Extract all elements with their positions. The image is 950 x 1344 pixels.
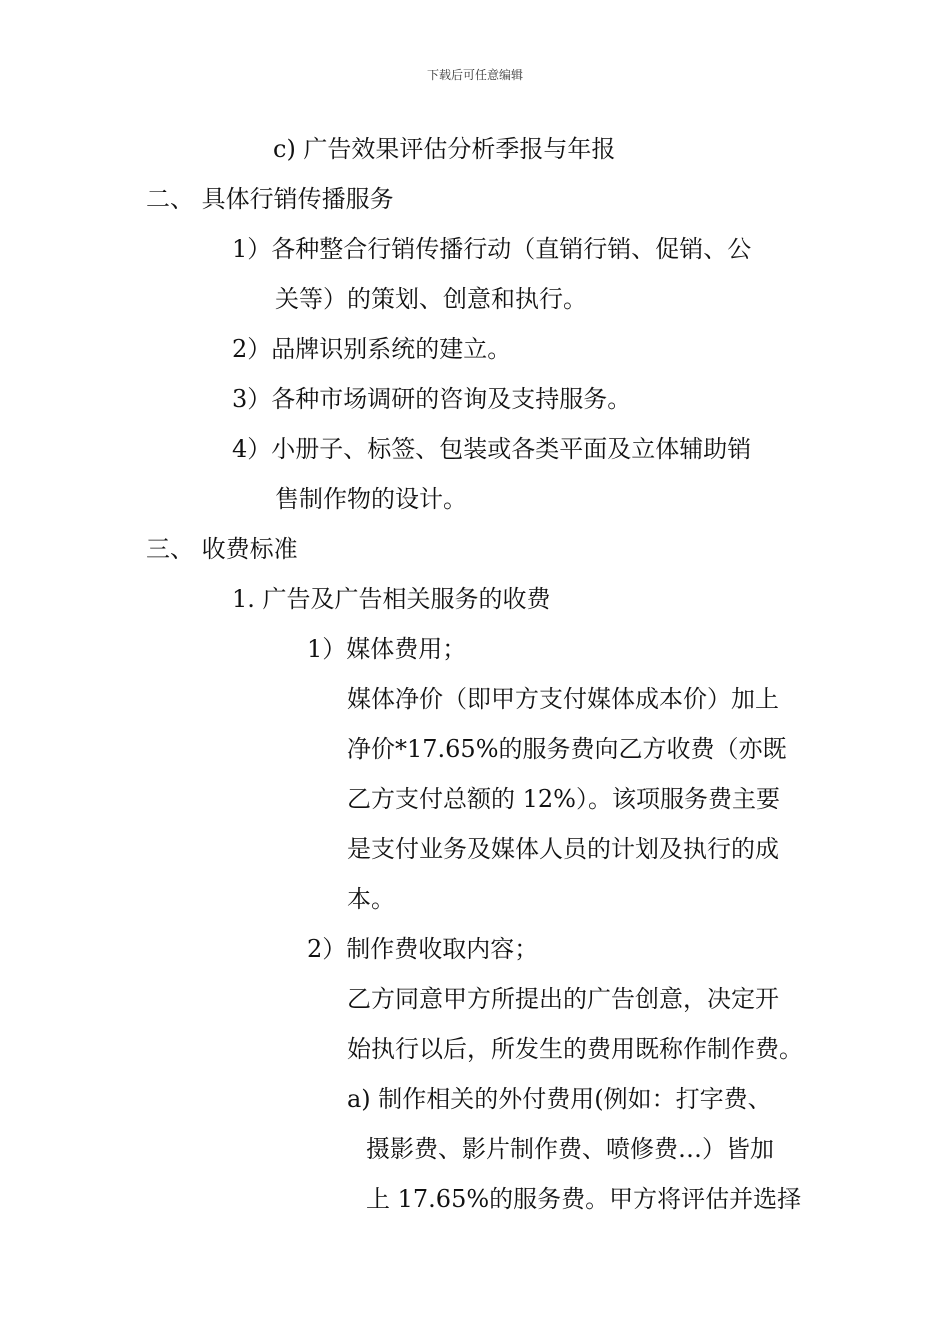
doc-line: 关等）的策划、创意和执行。 [275, 285, 587, 313]
doc-line: 净价*17.65%的服务费向乙方收费（亦既 [347, 735, 787, 763]
doc-line: 乙方支付总额的 12%）。该项服务费主要 [347, 785, 780, 813]
doc-line: a) 制作相关的外付费用(例如：打字费、 [347, 1085, 772, 1113]
doc-line: 2）制作费收取内容； [307, 935, 539, 963]
section-heading: 三、 收费标准 [146, 535, 298, 563]
page-header: 下载后可任意编辑 [426, 68, 523, 82]
doc-line: c) 广告效果评估分析季报与年报 [273, 135, 616, 163]
doc-line: 1）媒体费用； [307, 635, 467, 663]
doc-line: 2）品牌识别系统的建立。 [232, 335, 512, 363]
doc-line: 乙方同意甲方所提出的广告创意，决定开 [347, 985, 779, 1013]
doc-line: 摄影费、影片制作费、喷修费…）皆加 [366, 1135, 774, 1163]
doc-line: 本。 [347, 885, 395, 913]
doc-line: 1. 广告及广告相关服务的收费 [232, 585, 551, 613]
doc-line: 媒体净价（即甲方支付媒体成本价）加上 [347, 685, 779, 713]
doc-line: 是支付业务及媒体人员的计划及执行的成 [347, 835, 779, 863]
doc-line: 1）各种整合行销传播行动（直销行销、促销、公 [232, 235, 752, 263]
doc-line: 始执行以后，所发生的费用既称作制作费。 [347, 1035, 803, 1063]
doc-line: 4）小册子、标签、包装或各类平面及立体辅助销 [232, 435, 752, 463]
doc-line: 上 17.65%的服务费。甲方将评估并选择 [366, 1185, 802, 1213]
section-heading: 二、 具体行销传播服务 [146, 185, 394, 213]
doc-line: 售制作物的设计。 [275, 485, 467, 513]
doc-line: 3）各种市场调研的咨询及支持服务。 [232, 385, 632, 413]
